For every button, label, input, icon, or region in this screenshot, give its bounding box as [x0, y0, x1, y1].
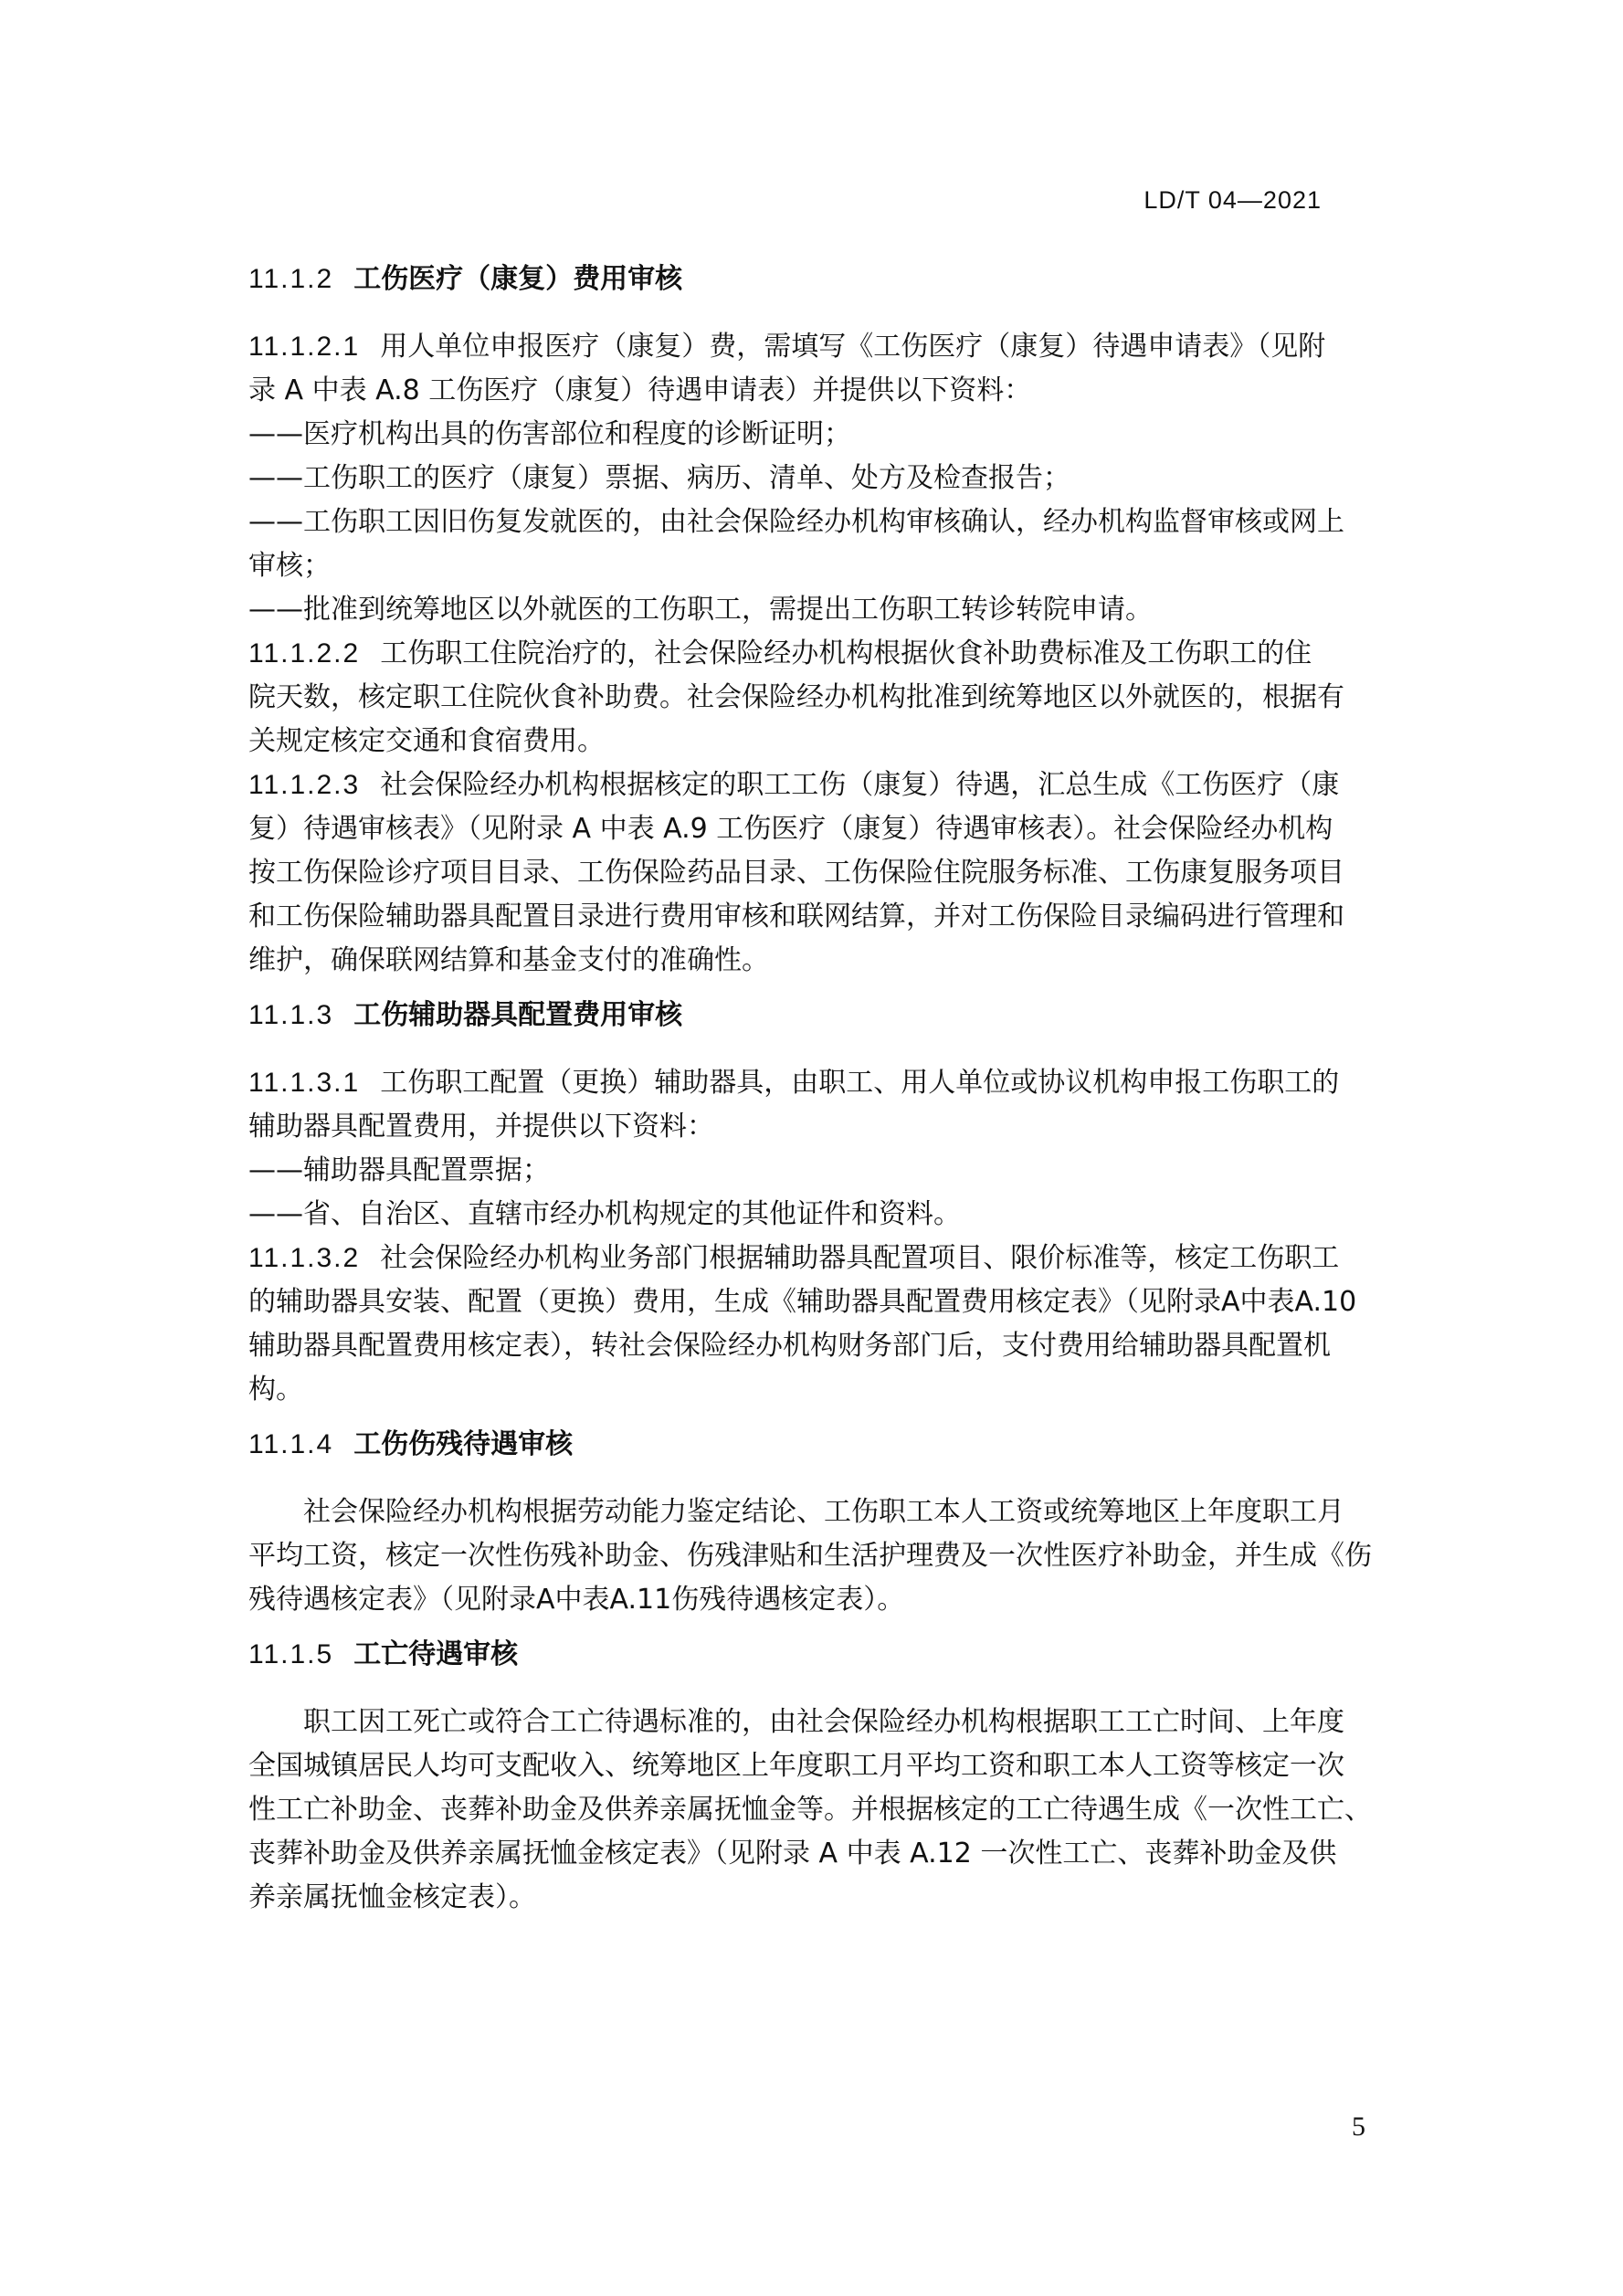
paragraph-line: 社会保险经办机构根据劳动能力鉴定结论、工伤职工本人工资或统筹地区上年度职工月	[303, 1496, 1344, 1528]
section-heading	[248, 1633, 1376, 1677]
clause-text: 社会保险经办机构根据核定的职工工伤（康复）待遇，汇总生成《工伤医疗（康	[380, 769, 1340, 801]
clause-line	[248, 632, 1376, 676]
clause-line: 辅助器具配置费用，并提供以下资料：	[248, 1111, 714, 1143]
section-number: 11.1.3	[248, 1000, 334, 1030]
paragraph-line: 养亲属抚恤金核定表）。	[248, 1881, 536, 1913]
clause-line: 关规定核定交通和食宿费用。	[248, 725, 605, 757]
clause-text: 工伤职工配置（更换）辅助器具，由职工、用人单位或协议机构申报工伤职工的	[380, 1067, 1340, 1099]
section-heading	[248, 1423, 1376, 1467]
document-code: LD/T 04—2021	[1143, 186, 1322, 214]
document-body	[248, 247, 1376, 1920]
clause-line	[248, 325, 1376, 369]
list-item: ——工伤职工的医疗（康复）票据、病历、清单、处方及检查报告；	[248, 462, 1070, 494]
clause-line: 复）待遇审核表》（见附录 A 中表 A.9 工伤医疗（康复）待遇审核表）。社会保险经办机构	[248, 813, 1333, 845]
page-number: 5	[1352, 2112, 1365, 2142]
clause-line: 构。	[248, 1374, 303, 1406]
paragraph-line: 性工亡补助金、丧葬补助金及供养亲属抚恤金等。并根据核定的工亡待遇生成《一次性工亡、	[248, 1794, 1372, 1826]
paragraph-line: 职工因工死亡或符合工亡待遇标准的，由社会保险经办机构根据职工工亡时间、上年度	[303, 1706, 1344, 1738]
section-heading	[248, 994, 1376, 1037]
clause-line: 院天数，核定职工住院伙食补助费。社会保险经办机构批准到统筹地区以外就医的，根据有	[248, 681, 1344, 713]
clause-line: 录 A 中表 A.8 工伤医疗（康复）待遇申请表）并提供以下资料：	[248, 374, 1032, 406]
paragraph-line: 丧葬补助金及供养亲属抚恤金核定表》（见附录 A 中表 A.12 一次性工亡、丧葬补助金及供	[248, 1838, 1337, 1869]
section-number: 11.1.2	[248, 264, 334, 294]
clause-line	[248, 1061, 1376, 1105]
section-title: 工亡待遇审核	[353, 1638, 519, 1670]
list-item: ——批准到统筹地区以外就医的工伤职工，需提出工伤职工转诊转院申请。	[248, 594, 1153, 626]
section-heading	[248, 258, 1376, 301]
clause-line: 和工伤保险辅助器具配置目录进行费用审核和联网结算，并对工伤保险目录编码进行管理和	[248, 900, 1344, 932]
list-item: ——医疗机构出具的伤害部位和程度的诊断证明；	[248, 418, 851, 450]
clause-line: 辅助器具配置费用核定表），转社会保险经办机构财务部门后，支付费用给辅助器具配置机	[248, 1330, 1331, 1362]
clause-number: 11.1.2.1	[248, 332, 361, 362]
clause-line: 维护，确保联网结算和基金支付的准确性。	[248, 944, 769, 976]
paragraph-line: 全国城镇居民人均可支配收入、统筹地区上年度职工月平均工资和职工本人工资等核定一次	[248, 1750, 1344, 1782]
section-title: 工伤医疗（康复）费用审核	[353, 263, 683, 295]
paragraph-line: 平均工资，核定一次性伤残补助金、伤残津贴和生活护理费及一次性医疗补助金，并生成《伤	[248, 1540, 1372, 1572]
clause-number: 11.1.3.1	[248, 1068, 361, 1098]
clause-text: 工伤职工住院治疗的，社会保险经办机构根据伙食补助费标准及工伤职工的住	[380, 637, 1312, 669]
clause-number: 11.1.2.2	[248, 638, 361, 669]
paragraph-line: 残待遇核定表》（见附录A中表A.11伤残待遇核定表）。	[248, 1584, 905, 1616]
clause-text: 用人单位申报医疗（康复）费，需填写《工伤医疗（康复）待遇申请表》（见附	[380, 331, 1326, 363]
section-title: 工伤辅助器具配置费用审核	[353, 999, 683, 1031]
section-number: 11.1.4	[248, 1429, 334, 1459]
section-title: 工伤伤残待遇审核	[353, 1428, 574, 1460]
clause-line	[248, 764, 1376, 807]
clause-line	[248, 1237, 1376, 1280]
list-item-continuation: 审核；	[248, 550, 331, 582]
list-item: ——工伤职工因旧伤复发就医的，由社会保险经办机构审核确认，经办机构监督审核或网上	[248, 506, 1344, 538]
clause-number: 11.1.2.3	[248, 770, 361, 800]
clause-line: 的辅助器具安装、配置（更换）费用，生成《辅助器具配置费用核定表》（见附录A中表A.10	[248, 1286, 1357, 1318]
list-item: ——辅助器具配置票据；	[248, 1154, 550, 1186]
clause-line: 按工伤保险诊疗项目目录、工伤保险药品目录、工伤保险住院服务标准、工伤康复服务项目	[248, 857, 1344, 889]
section-number: 11.1.5	[248, 1639, 334, 1669]
clause-number: 11.1.3.2	[248, 1243, 361, 1273]
clause-text: 社会保险经办机构业务部门根据辅助器具配置项目、限价标准等，核定工伤职工	[380, 1242, 1340, 1274]
list-item: ——省、自治区、直辖市经办机构规定的其他证件和资料。	[248, 1198, 961, 1230]
